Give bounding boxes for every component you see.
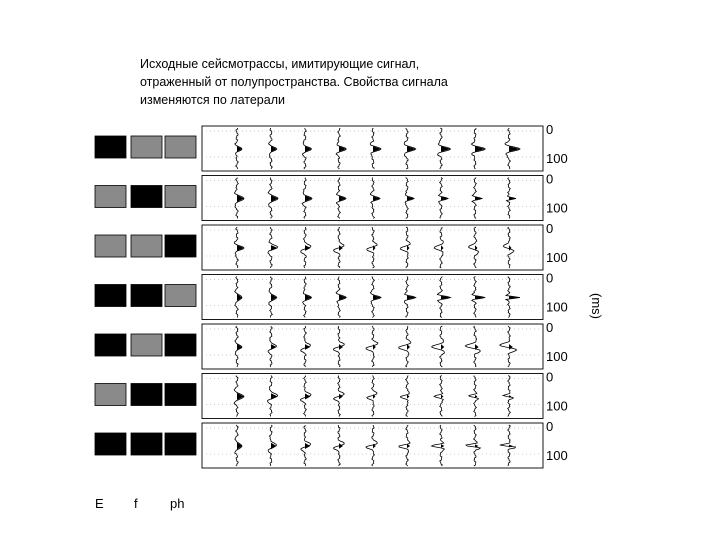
legend-box-3-ph <box>165 235 196 257</box>
y-tick-top-1: 0 <box>546 122 554 137</box>
trace-6-5 <box>367 376 377 417</box>
legend-box-2-f <box>131 186 162 208</box>
trace-5-4 <box>333 326 344 367</box>
trace-5-8 <box>465 326 480 367</box>
panel-frame-2 <box>202 176 543 221</box>
legend-box-5-e <box>95 334 126 356</box>
trace-lobe-7-7 <box>441 444 444 448</box>
legend-box-4-f <box>131 285 162 307</box>
legend-box-7-ph <box>165 433 196 455</box>
legend-box-3-f <box>131 235 162 257</box>
y-tick-bottom-3: 100 <box>546 250 568 265</box>
legend-box-6-e <box>95 384 126 406</box>
legend-box-2-ph <box>165 186 196 208</box>
caption-line-2: отраженный от полупространства. Свойства сигнала <box>140 75 448 89</box>
trace-7-4 <box>333 425 344 466</box>
y-tick-top-7: 0 <box>546 419 554 434</box>
trace-lobe-7-3 <box>305 443 310 449</box>
y-tick-bottom-1: 100 <box>546 151 568 166</box>
trace-lobe-5-9 <box>509 344 513 350</box>
trace-lobe-3-3 <box>305 245 311 251</box>
trace-6-9 <box>503 376 513 417</box>
trace-lobe-6-6 <box>407 394 409 398</box>
y-tick-top-2: 0 <box>546 171 554 187</box>
legend-box-7-f <box>131 433 162 455</box>
trace-lobe-3-6 <box>407 245 409 251</box>
trace-7-8 <box>466 425 480 466</box>
trace-3-5 <box>367 227 377 268</box>
legend-box-5-ph <box>165 334 196 356</box>
y-tick-bottom-5: 100 <box>546 349 568 364</box>
trace-3-9 <box>503 227 514 268</box>
legend-box-1-e <box>95 136 126 158</box>
trace-3-4 <box>334 227 344 268</box>
y-tick-top-4: 0 <box>546 270 554 286</box>
y-tick-top-6: 0 <box>546 369 554 385</box>
trace-lobe-5-6 <box>407 344 410 350</box>
trace-lobe-6-4 <box>339 394 343 399</box>
trace-lobe-5-3 <box>305 344 310 350</box>
legend-header-e: E <box>95 496 104 511</box>
legend-box-5-f <box>131 334 162 356</box>
y-tick-bottom-6: 100 <box>546 398 568 414</box>
trace-lobe-5-7 <box>441 344 444 350</box>
trace-3-8 <box>468 227 478 268</box>
trace-7-9 <box>500 425 516 466</box>
y-tick-top-3: 0 <box>546 221 554 236</box>
trace-lobe-5-4 <box>339 344 343 350</box>
trace-lobe-7-6 <box>407 444 410 448</box>
trace-lobe-3-7 <box>441 245 443 251</box>
legend-box-7-e <box>95 433 126 455</box>
legend-box-6-ph <box>165 384 196 406</box>
y-tick-bottom-7: 100 <box>546 448 568 463</box>
legend-box-2-e <box>95 186 126 208</box>
trace-6-8 <box>469 376 479 417</box>
y-tick-top-5: 0 <box>546 320 554 335</box>
legend-box-6-f <box>131 384 162 406</box>
trace-lobe-7-4 <box>339 443 343 448</box>
trace-lobe-6-7 <box>441 395 443 399</box>
caption-line-3: изменяются по латерали <box>140 93 285 107</box>
y-tick-bottom-2: 100 <box>546 200 568 216</box>
trace-lobe-3-4 <box>339 245 343 251</box>
trace-6-4 <box>334 376 344 417</box>
legend-box-3-e <box>95 235 126 257</box>
y-tick-bottom-4: 100 <box>546 299 568 315</box>
trace-lobe-6-3 <box>305 394 311 400</box>
y-axis-label: (ms) <box>589 293 604 319</box>
legend-header-ph: ph <box>170 496 185 511</box>
legend-header-f: f <box>134 496 138 511</box>
trace-lobe-3-9 <box>509 245 511 251</box>
caption-line-1: Исходные сейсмотрассы, имитирующие сигнал, <box>140 57 420 71</box>
trace-5-9 <box>500 326 517 367</box>
trace-5-5 <box>366 326 378 367</box>
legend-box-4-e <box>95 285 126 307</box>
trace-7-5 <box>366 425 377 466</box>
legend-box-1-ph <box>165 136 196 158</box>
legend-box-4-ph <box>165 285 196 307</box>
legend-box-1-f <box>131 136 162 158</box>
